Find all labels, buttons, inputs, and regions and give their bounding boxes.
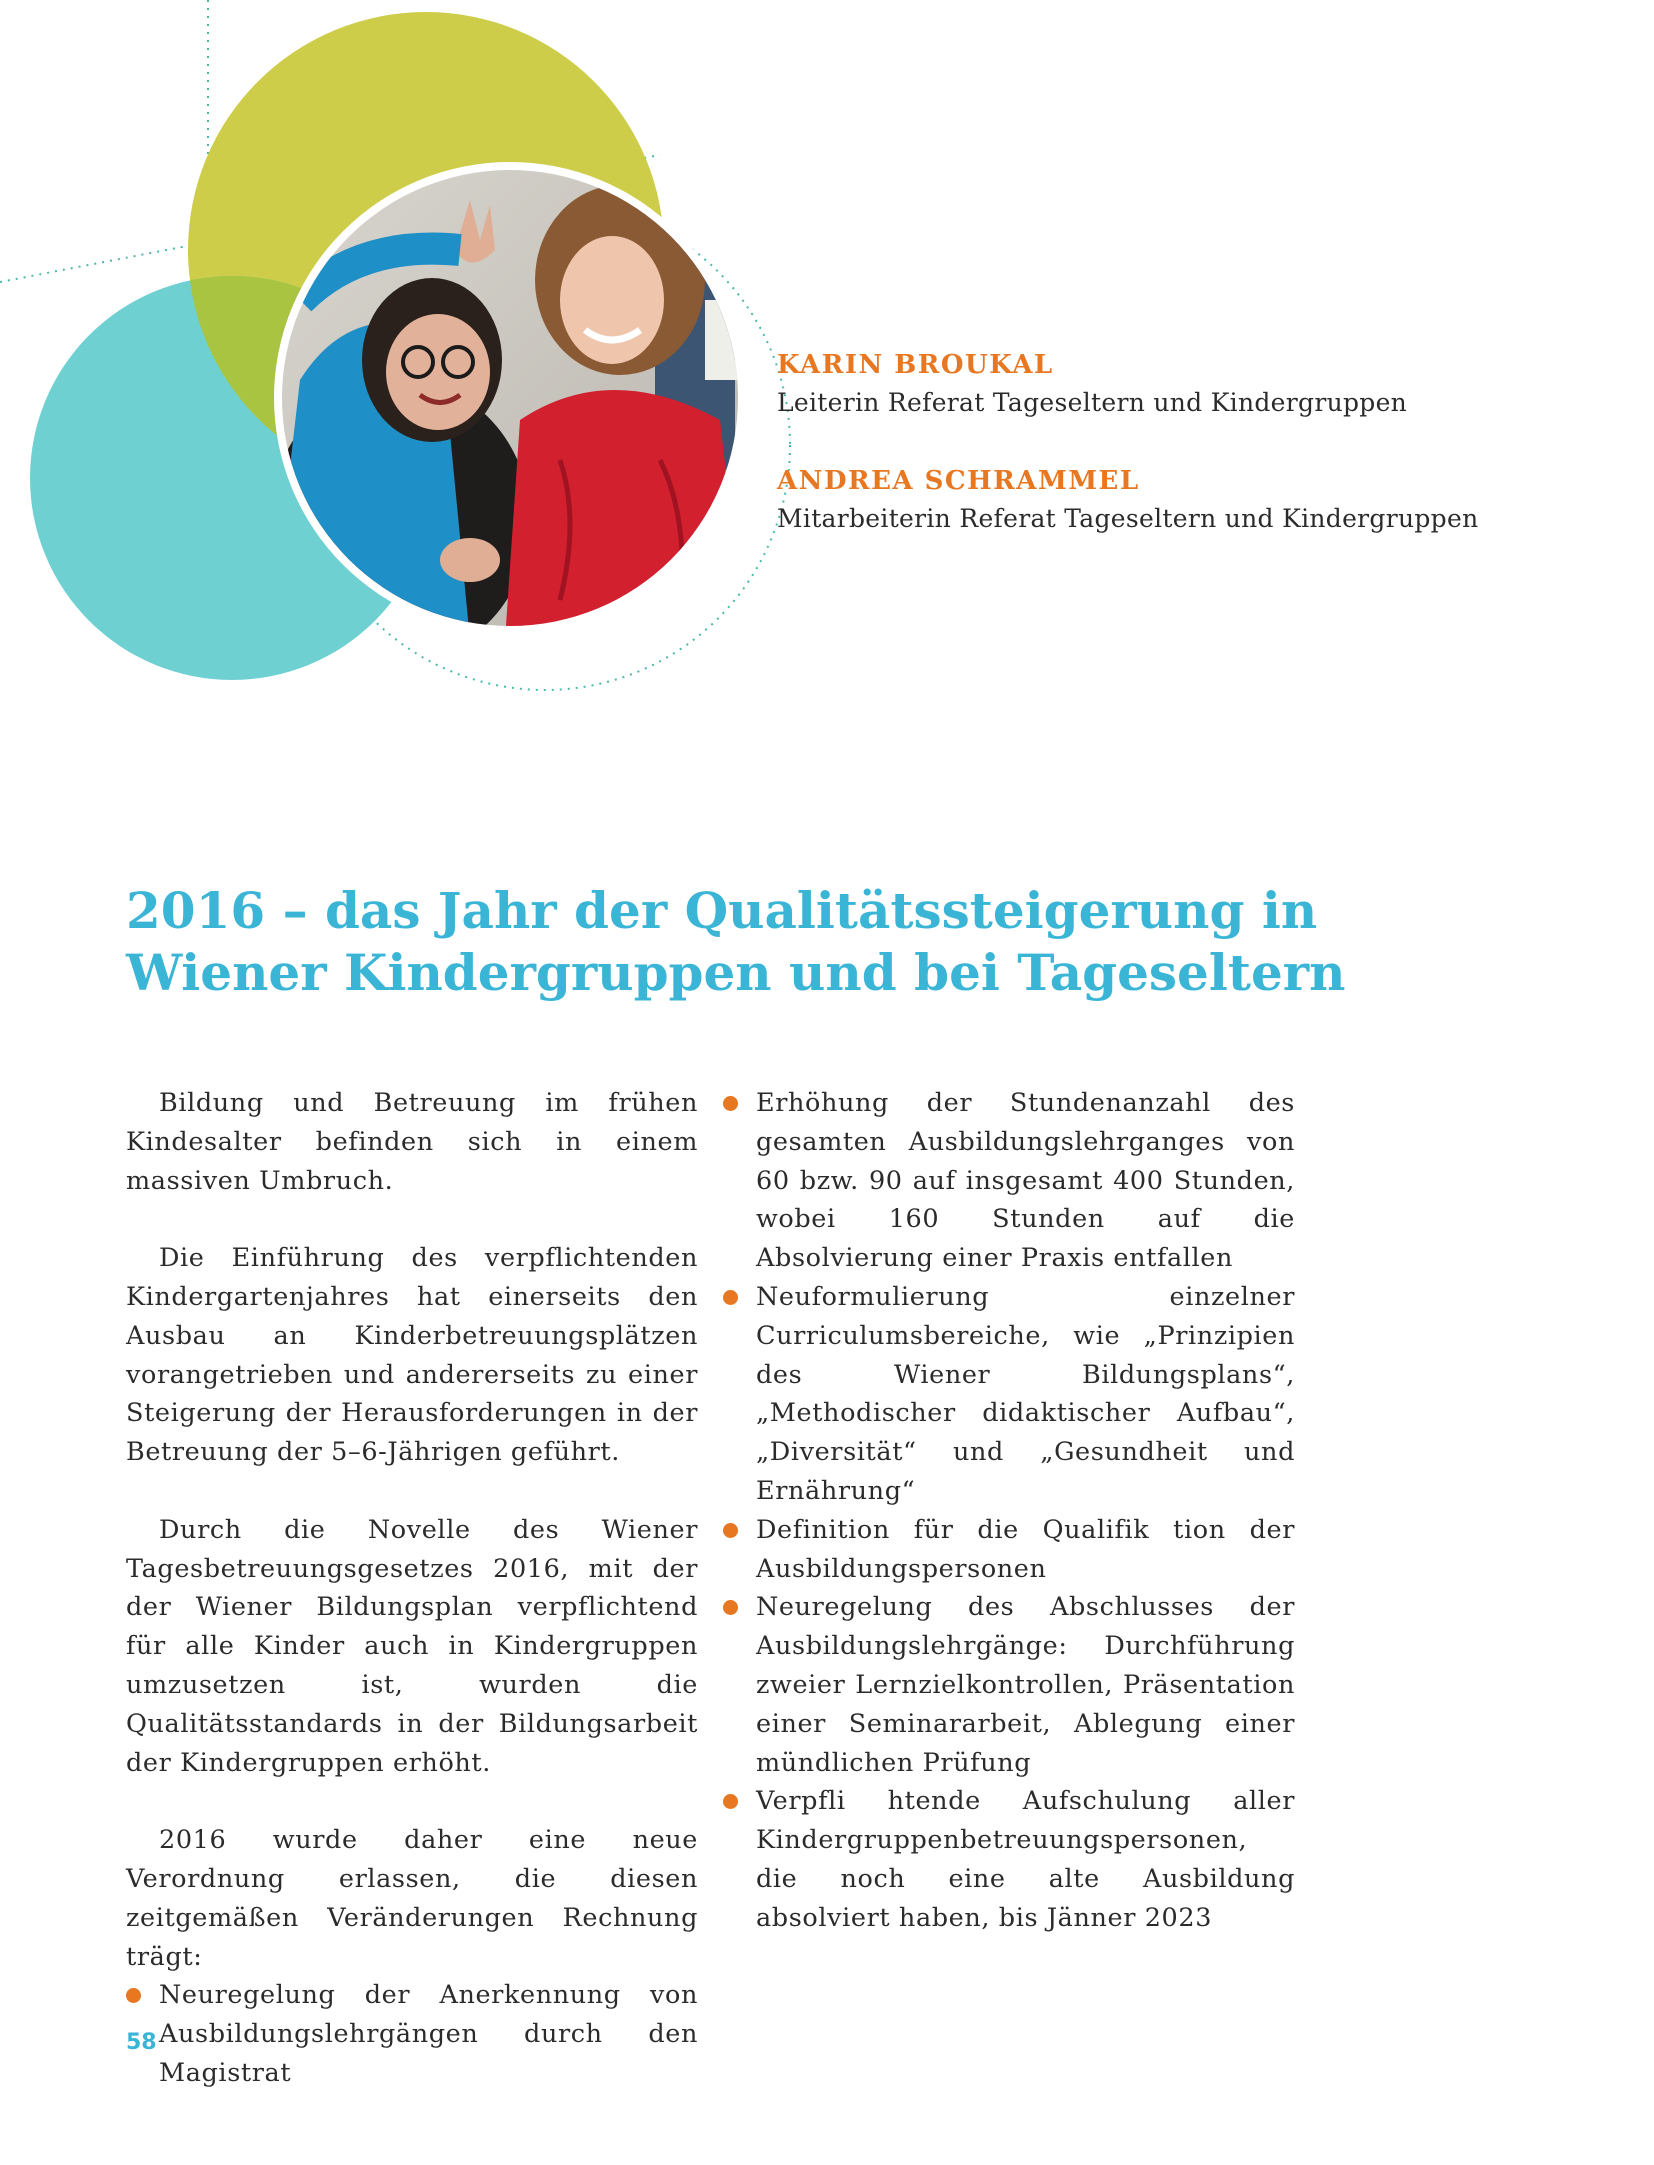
body-paragraph: 2016 wurde daher eine neue Verordnung erlassen, die diesen zeitgemäßen Veränderungen Rechnung trägt:: [126, 1825, 698, 1972]
bullet-dot-icon: [723, 1290, 738, 1305]
bullet-list: [723, 1084, 1295, 1938]
list-item: [723, 1782, 1295, 1937]
author-block-1: [777, 346, 1407, 422]
list-item-text: Neuregelung der Anerkennung von Ausbildungslehrgängen durch den Magistrat: [159, 1980, 698, 2088]
list-item: [723, 1084, 1295, 1278]
bullet-dot-icon: [723, 1096, 738, 1111]
headline-line-1: 2016 – das Jahr der Qualitätssteigerung in: [126, 881, 1318, 940]
author-name: ANDREA SCHRAMMEL: [777, 466, 1140, 496]
list-item: [723, 1278, 1295, 1511]
list-item-text: Definition für die Qualifik tion der Ausbildungspersonen: [756, 1514, 1295, 1584]
list-item: [723, 1588, 1295, 1782]
bullet-dot-icon: [126, 1988, 141, 2003]
list-item: [126, 1976, 698, 2092]
author-name: KARIN BROUKAL: [777, 350, 1054, 380]
author-role: Mitarbeiterin Referat Tageseltern und Kindergruppen: [777, 504, 1479, 533]
headline-line-2: Wiener Kindergruppen und bei Tageseltern: [126, 943, 1346, 1002]
bullet-list: [126, 1976, 698, 2092]
left-text-column: [126, 1084, 698, 2093]
bullet-dot-icon: [723, 1523, 738, 1538]
list-item: [723, 1511, 1295, 1589]
body-paragraph: Die Einführung des verpflichtenden Kindergartenjahres hat einerseits den Ausbau an Kinderbetreuungsplätzen vorangetrieben und andererseits zu einer Steigerung der Herausforderungen in der Betreuung der 5–6-Jährigen geführt.: [126, 1243, 698, 1468]
list-item-text: Erhöhung der Stundenanzahl des gesamten Ausbildungslehrganges von 60 bzw. 90 auf insgesamt 400 Stunden, wobei 160 Stunden auf die Absolvierung einer Praxis entfallen: [756, 1088, 1295, 1274]
list-item-text: Verpfli htende Aufschulung aller Kindergruppenbetreuungspersonen, die noch eine alte Ausbildung absolviert haben, bis Jänner 2023: [756, 1786, 1295, 1933]
author-block-2: [777, 462, 1478, 538]
body-paragraph: Bildung und Betreuung im frühen Kindesalter befinden sich in einem massiven Umbruch.: [126, 1088, 698, 1196]
right-text-column: [723, 1084, 1295, 1938]
author-role: Leiterin Referat Tageseltern und Kindergruppen: [777, 388, 1408, 417]
list-item-text: Neuregelung des Abschlusses der Ausbildungslehrgänge: Durchführung zweier Lernzielkontrollen, Präsentation einer Seminararbeit, Ablegung einer mündlichen Prüfung: [756, 1592, 1295, 1778]
bullet-dot-icon: [723, 1600, 738, 1615]
list-item-text: Neuformulierung einzelner Curriculumsbereiche, wie „Prinzipien des Wiener Bildungsplans“, „Methodischer didaktischer Aufbau“, „Diversität“ und „Gesundheit und Ernährung“: [756, 1281, 1295, 1506]
page-number: 58: [126, 2030, 157, 2055]
bullet-dot-icon: [723, 1794, 738, 1809]
body-paragraph: Durch die Novelle des Wiener Tagesbetreuungsgesetzes 2016, mit der der Wiener Bildungsplan verpflichtend für alle Kinder auch in Kindergruppen umzusetzen ist, wurden die Qualitätsstandards in der Bildungsarbeit der Kindergruppen erhöht.: [126, 1514, 698, 1778]
article-headline: [126, 880, 1426, 1004]
